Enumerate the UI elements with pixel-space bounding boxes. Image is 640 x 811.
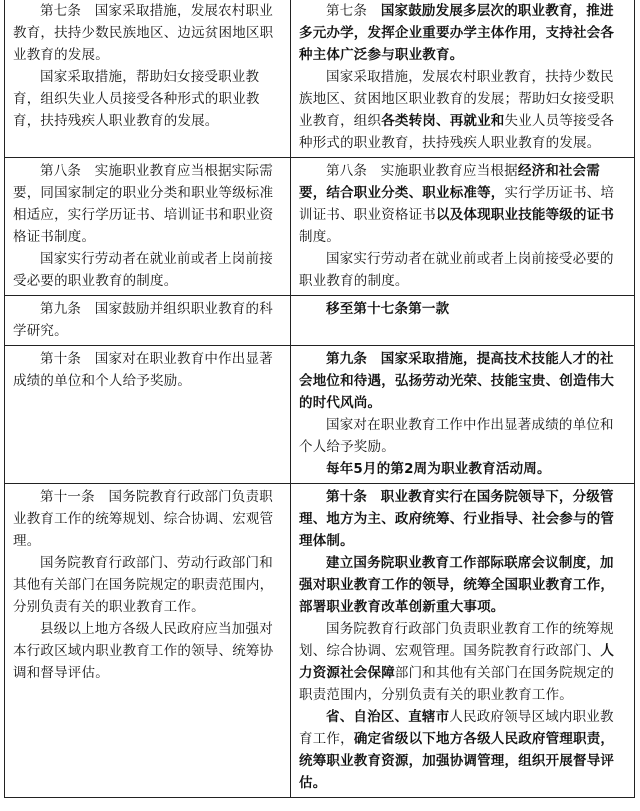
article-paragraph bbox=[299, 618, 626, 706]
article-text: 第八条 实施职业教育应当根据 bbox=[326, 163, 518, 179]
revised-text-bold: 省、自治区、直辖市 bbox=[326, 709, 450, 725]
article-paragraph bbox=[299, 486, 626, 552]
article-paragraph bbox=[299, 348, 626, 414]
article-text: 国家对在职业教育工作中作出显著成绩的单位和个人给予奖励。 bbox=[299, 417, 614, 455]
article-text: 县级以上地方各级人民政府应当加强对本行政区域内职业教育工作的领导、统筹协调和督导评估。 bbox=[13, 621, 274, 681]
revised-text-bold: 国家鼓励发展多层次的职业教育，推进多元办学，发挥企业重要办学主体作用，支持社会各种主体广泛参与职业教育。 bbox=[299, 3, 615, 63]
article-paragraph bbox=[299, 66, 626, 154]
article-row bbox=[5, 346, 635, 484]
old-text-cell bbox=[5, 484, 291, 798]
new-text-cell bbox=[291, 296, 635, 346]
revised-text-bold: 人力资源社会保障 bbox=[299, 643, 615, 681]
revised-text-bold: 建立国务院职业教育工作部际联席会议制度，加强对职业教育工作的领导，统筹全国职业教育工作，部署职业教育改革创新重大事项。 bbox=[299, 555, 615, 615]
article-paragraph bbox=[13, 618, 282, 684]
article-paragraph bbox=[13, 298, 282, 342]
old-text-cell bbox=[5, 158, 291, 296]
article-text: 第八条 实施职业教育应当根据实际需要，同国家制定的职业分类和职业等级标准相适应，实行学历证书、培训证书和职业资格证书制度。 bbox=[13, 163, 274, 245]
article-paragraph bbox=[13, 160, 282, 248]
article-text: 国务院教育行政部门负责职业教育工作的统筹规划、综合协调、宏观管理。国务院教育行政部门、 bbox=[299, 621, 614, 659]
article-text: 第十条 国家对在职业教育中作出显著成绩的单位和个人给予奖励。 bbox=[13, 351, 273, 389]
article-paragraph bbox=[13, 348, 282, 392]
old-text-cell bbox=[5, 296, 291, 346]
revised-text-bold: 第十条 职业教育实行在国务院领导下，分级管理、地方为主、政府统筹、行业指导、社会参与的管理体制。 bbox=[299, 489, 615, 549]
article-text: 人民政府领导区域内职业教育工作， bbox=[299, 709, 614, 747]
article-text: 第十一条 国务院教育行政部门负责职业教育工作的统筹规划、综合协调、宏观管理。 bbox=[13, 489, 274, 549]
article-paragraph bbox=[299, 458, 626, 480]
revised-text-bold: 以及体现职业技能等级的证书 bbox=[436, 207, 615, 223]
new-text-cell bbox=[291, 346, 635, 484]
article-row bbox=[5, 484, 635, 798]
new-text-cell bbox=[291, 484, 635, 798]
article-text: 失业人员等接受各种形式的职业教育，扶持残疾人职业教育的发展。 bbox=[299, 113, 615, 151]
article-paragraph bbox=[299, 706, 626, 794]
revised-text-bold: 确定省级以下地方各级人民政府管理职责，统筹职业教育资源，加强协调管理，组织开展督导评估。 bbox=[299, 731, 615, 791]
article-text: 制度。 bbox=[299, 229, 341, 245]
article-paragraph bbox=[299, 0, 626, 66]
article-text: 第七条 bbox=[326, 3, 381, 19]
article-row bbox=[5, 296, 635, 346]
old-text-cell bbox=[5, 346, 291, 484]
revised-text-bold: 每年5月的第2周为职业教育活动周。 bbox=[326, 461, 551, 477]
article-text: 国家实行劳动者在就业前或者上岗前接受必要的职业教育的制度。 bbox=[299, 251, 614, 289]
article-text: 国务院教育行政部门、劳动行政部门和其他有关部门在国务院规定的职责范围内，分别负责有关的职业教育工作。 bbox=[13, 555, 274, 615]
revised-text-bold: 各类转岗、再就业和 bbox=[381, 113, 505, 129]
law-comparison-table bbox=[4, 0, 635, 798]
article-paragraph bbox=[13, 552, 282, 618]
article-text: 国家采取措施，发展农村职业教育，扶持少数民族地区、贫困地区职业教育的发展；帮助妇女接受职业教育，组织 bbox=[299, 69, 615, 129]
article-paragraph bbox=[13, 248, 282, 292]
new-text-cell bbox=[291, 158, 635, 296]
article-paragraph bbox=[13, 66, 282, 132]
comparison-table-body bbox=[5, 0, 635, 798]
article-paragraph bbox=[13, 486, 282, 552]
article-paragraph bbox=[299, 552, 626, 618]
article-paragraph bbox=[299, 248, 626, 292]
old-text-cell bbox=[5, 0, 291, 158]
article-text: 第九条 国家鼓励并组织职业教育的科学研究。 bbox=[13, 301, 273, 339]
article-row bbox=[5, 158, 635, 296]
article-text: 国家实行劳动者在就业前或者上岗前接受必要的职业教育的制度。 bbox=[13, 251, 273, 289]
article-text: 实行学历证书、培训证书、职业资格证书 bbox=[299, 185, 615, 223]
article-paragraph bbox=[13, 0, 282, 66]
revised-text-bold: 第九条 国家采取措施，提高技术技能人才的社会地位和待遇，弘扬劳动光荣、技能宝贵、创造伟大的时代风尚。 bbox=[299, 351, 615, 411]
article-paragraph bbox=[299, 160, 626, 248]
article-paragraph bbox=[299, 414, 626, 458]
article-text: 国家采取措施，帮助妇女接受职业教育，组织失业人员接受各种形式的职业教育，扶持残疾人职业教育的发展。 bbox=[13, 69, 260, 129]
article-text: 部门和其他有关部门在国务院规定的职责范围内，分别负责有关的职业教育工作。 bbox=[299, 665, 615, 703]
article-text: 第七条 国家采取措施，发展农村职业教育，扶持少数民族地区、边远贫困地区职业教育的发展。 bbox=[13, 3, 274, 63]
revised-text-bold: 移至第十七条第一款 bbox=[326, 301, 450, 317]
article-paragraph bbox=[299, 298, 626, 320]
revised-text-bold: 经济和社会需要，结合职业分类、职业标准等， bbox=[299, 163, 601, 201]
article-row bbox=[5, 0, 635, 158]
new-text-cell bbox=[291, 0, 635, 158]
